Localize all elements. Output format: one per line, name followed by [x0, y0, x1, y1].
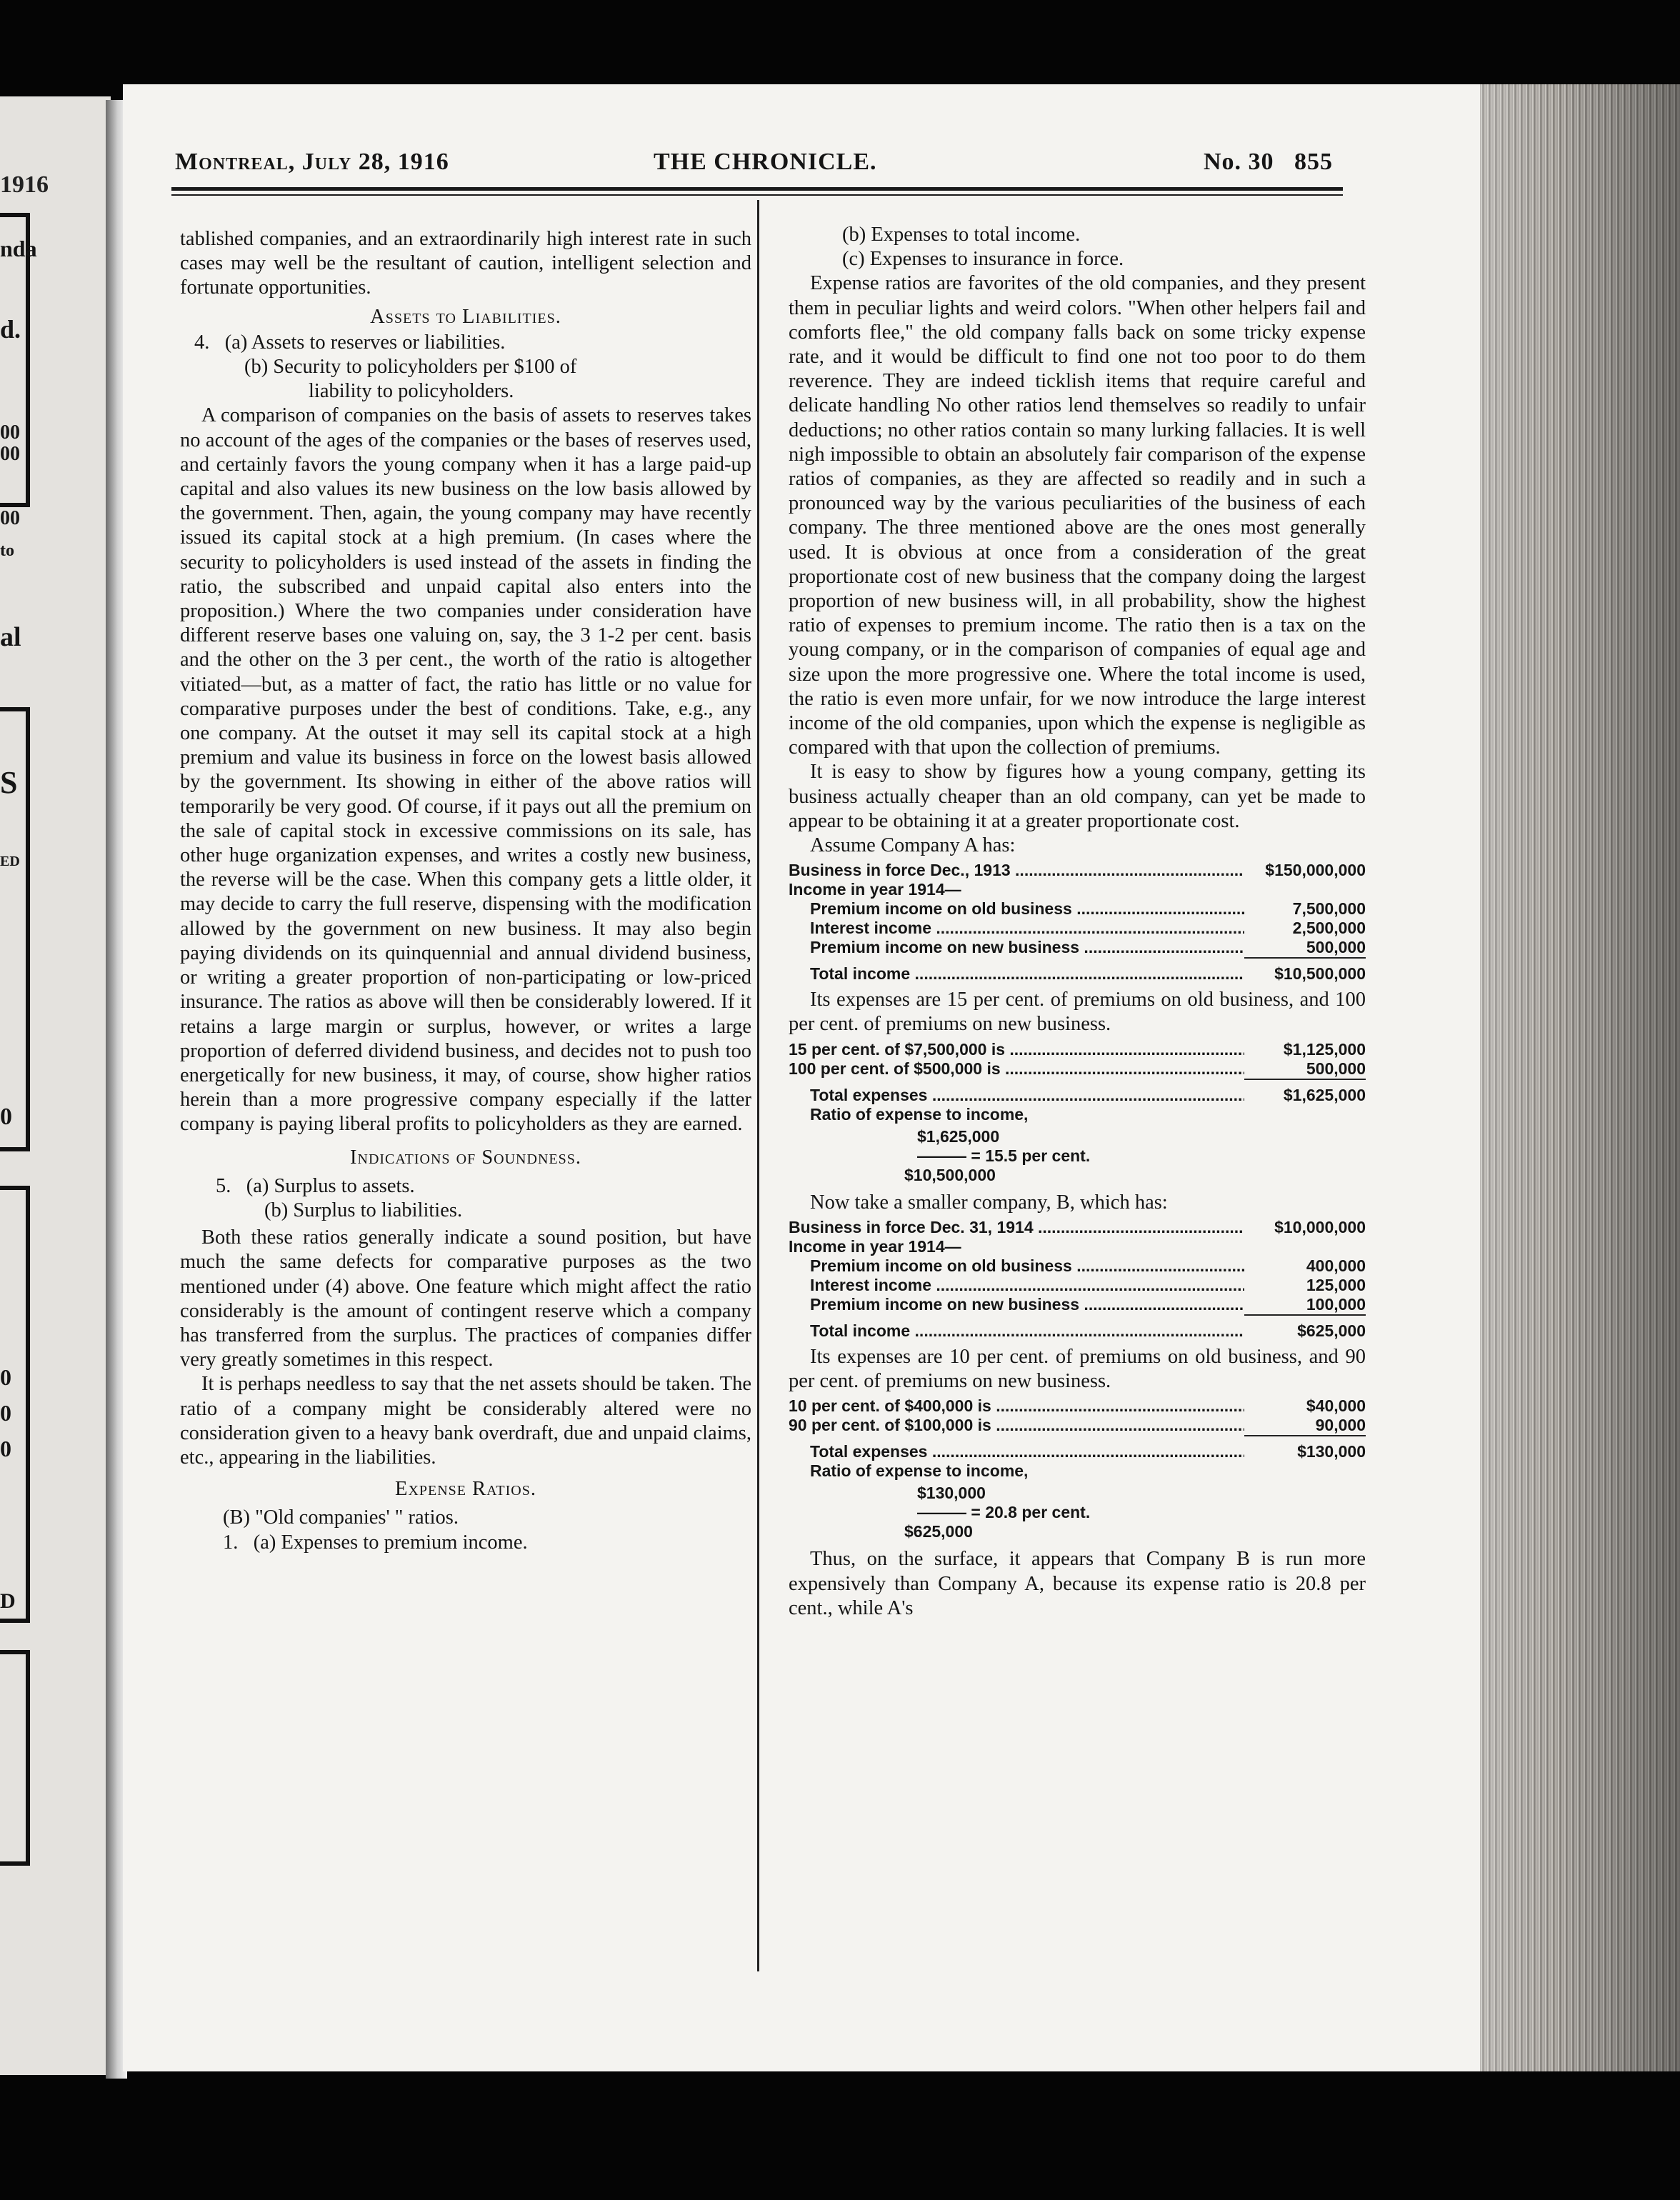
list-item: (b) Security to policyholders per $100 of	[244, 356, 577, 379]
list-item: (b) Expenses to total income.	[842, 224, 1081, 246]
row-value: 500,000	[1306, 1059, 1366, 1078]
row-label: Premium income on old business .....	[810, 1256, 1244, 1276]
previous-page-fragment: 00	[0, 507, 20, 529]
column-divider	[757, 200, 759, 1971]
row-label: Total expenses .....	[810, 1086, 1244, 1105]
fraction-result: ——— = 20.8 per cent.	[917, 1503, 1091, 1522]
header-rule	[171, 187, 1343, 191]
table-row	[789, 1396, 1366, 1416]
paragraph: Expense ratios are favorites of the old companies, and they present them in peculiar lights and weird colors. "When other helpers fail and comforts flee," the old company falls back on some tricky expense rate, and it would be difficult to find one not too poor to do them reverence. They are indeed ticklish items that require careful and delicate handling No other ratios lend themselves so readily to unfair deductions; no other ratios contain so many lurking fallacies. It is well nigh impossible to obtain an absolutely fair comparison of the expense ratios of companies, as they are affected so readily and in such a pronounced way by the various peculiarities of the business of each company. The three mentioned above are the ones most generally used. It is obvious at once from a consideration of the great proportionate cost of new business that the company doing the largest proportion of new business will, in all probability, show the highest ratio of expenses to premium income. The ratio then is a tax on the young company, or in the comparison of companies of equal age and size upon the more progressive one. Where the total income is used, the ratio is even more unfair, for we now introduce the large interest income of the old companies, upon which the expense is negligible as compared with that upon the collection of premiums.	[789, 272, 1366, 759]
list-item: (b) Surplus to liabilities.	[264, 1199, 463, 1221]
sum-rule	[1244, 1079, 1366, 1083]
row-label: Business in force Dec. 31, 1914 .....	[789, 1218, 1244, 1237]
row-label: Interest income .....	[810, 1276, 1244, 1295]
section-heading: Expense Ratios.	[395, 1478, 536, 1501]
list-item: (B) "Old companies' " ratios.	[223, 1506, 459, 1529]
previous-page-year: 1916	[0, 171, 49, 198]
row-label: Income in year 1914—	[789, 880, 961, 899]
header-date: Montreal, July 28, 1916	[175, 149, 449, 175]
table-row	[789, 1256, 1366, 1276]
previous-page-fragment: D	[0, 1589, 16, 1613]
row-label: Income in year 1914—	[789, 1236, 961, 1256]
row-value: $10,000,000	[1274, 1217, 1366, 1236]
fraction-denominator: $10,500,000	[904, 1165, 996, 1184]
row-value: $40,000	[1306, 1396, 1366, 1416]
paragraph: tablished companies, and an extraordinarily high interest rate in such cases may well be the resultant of caution, intelligent selection and fortunate opportunities.	[180, 228, 751, 299]
row-label: Total income .....	[810, 964, 1244, 984]
paragraph: Thus, on the surface, it appears that Company B is run more expensively than Company A, because its expense ratio is 20.8 per cent., while A's	[789, 1548, 1366, 1619]
header-page-number: No. 30 855	[1204, 149, 1334, 175]
table-row	[789, 880, 1366, 899]
list-item: (c) Expenses to insurance in force.	[842, 248, 1124, 271]
table-row	[789, 1218, 1366, 1237]
row-label: 100 per cent. of $500,000 is .....	[789, 1059, 1244, 1079]
sum-rule	[1244, 1435, 1366, 1439]
list-item-continuation: liability to policyholders.	[309, 380, 514, 403]
row-label: Premium income on new business .....	[810, 1295, 1244, 1314]
sum-rule	[1244, 957, 1366, 961]
previous-page-fragment: al	[0, 622, 21, 652]
table-row	[789, 1237, 1366, 1256]
paragraph: A comparison of companies on the basis of assets to reserves takes no account of the ages of the companies or the bases of reserves used, and certainly favors the young company when it has a large paid-up capital and also values its new business on the low basis allowed by the government. Then, again, the young company may have recently issued its capital stock at a high premium. (In cases where the security to policyholders is used instead of the assets in finding the ratio, the subscribed and unpaid capital also enters into the proposition.) Where the two companies under consideration have different reserve bases one valuing on, say, the 3 1-2 per cent. basis and the other on the 3 per cent., the worth of the ratio is altogether vitiated—but, as a matter of fact, the ratio has little or no value for comparative purposes under the best of conditions. Take, e.g., any one company. At the outset it may sell its capital stock at a high premium and value its business in force on the lowest basis allowed by the government. Its showing in either of the above ratios will temporarily be very good. Of course, if it pays out all the premium on the sale of capital stock in excessive commissions on its sale, has other huge organization expenses, and writes a costly new business, the reverse will be the case. When this company gets a little older, it may decide to carry the full reserve, dispensing with the modification allowed by the government on new business. It may also begin paying dividends on its quinquennial and annual dividend business, or writing a greater proportion of non-participating or low-priced insurance. The ratios as above will then be considerably lowered. If it retains a large margin or surplus, however, or writes a large proportion of deferred dividend business, and decides not to push too energetically for new business, it may, of course, show higher ratios herein than a more progressive company especially if the latter company is paying liberal profits to policyholders as they are earned.	[180, 404, 751, 1136]
table-row	[789, 938, 1366, 957]
row-label: Premium income on new business .....	[810, 938, 1244, 957]
previous-page-fragment: 00	[0, 443, 20, 465]
fraction-result: ——— = 15.5 per cent.	[917, 1146, 1091, 1165]
table-row	[789, 1295, 1366, 1314]
row-value: 125,000	[1306, 1275, 1366, 1294]
row-value: $150,000,000	[1265, 861, 1366, 880]
row-value: 100,000	[1306, 1294, 1366, 1314]
left-column	[180, 227, 751, 1555]
sum-rule	[1244, 1314, 1366, 1319]
row-value: $130,000	[1297, 1442, 1366, 1461]
row-value: 400,000	[1306, 1256, 1366, 1275]
book-edge-shade	[1480, 84, 1680, 2071]
previous-page-fragment: 0	[0, 1104, 12, 1130]
table-row	[789, 899, 1366, 919]
table-row	[789, 919, 1366, 938]
row-label: Ratio of expense to income,	[810, 1104, 1029, 1124]
table-row	[789, 1040, 1366, 1059]
previous-page-fragment: 0	[0, 1364, 11, 1390]
row-label: Total income .....	[810, 1321, 1244, 1341]
table-row	[789, 964, 1366, 984]
row-value: 7,500,000	[1292, 899, 1366, 919]
row-label: Total expenses .....	[810, 1442, 1244, 1461]
figures-table-company-a	[789, 861, 1366, 984]
list-item: 1. (a) Expenses to premium income.	[223, 1531, 528, 1554]
table-row	[789, 1105, 1366, 1124]
paragraph: Its expenses are 15 per cent. of premiums on old business, and 100 per cent. of premiums on new business.	[789, 989, 1366, 1036]
previous-page-fragment: 0	[0, 1436, 11, 1461]
paragraph: Assume Company A has:	[810, 834, 1016, 857]
paragraph: It is easy to show by figures how a young company, getting its business actually cheaper than an old company, can yet be made to appear to be obtaining it at a greater proportionate cost.	[789, 761, 1366, 832]
figures-table-company-a-expenses	[789, 1040, 1366, 1185]
row-value: $1,125,000	[1283, 1039, 1366, 1059]
previous-page-fragment: 0	[0, 1400, 11, 1426]
row-value: 500,000	[1306, 938, 1366, 957]
row-value: $10,500,000	[1274, 964, 1366, 984]
row-label: 90 per cent. of $100,000 is .....	[789, 1416, 1244, 1435]
fraction-numerator: $1,625,000	[917, 1126, 1000, 1146]
table-row	[789, 1059, 1366, 1079]
list-item: 4. (a) Assets to reserves or liabilities.	[194, 331, 506, 354]
paragraph: It is perhaps needless to say that the net assets should be taken. The ratio of a company might be considerably altered were no consideration given to a heavy bank overdraft, due and unpaid claims, etc., appearing in the liabilities.	[180, 1373, 751, 1469]
running-header	[175, 149, 1346, 184]
fraction-numerator: $130,000	[917, 1484, 986, 1503]
fraction-denominator: $625,000	[904, 1522, 973, 1541]
previous-page-fragment: to	[0, 541, 14, 560]
figures-table-company-b	[789, 1218, 1366, 1341]
table-row	[789, 861, 1366, 880]
row-label: Interest income .....	[810, 919, 1244, 938]
previous-page-fragment: nda	[0, 236, 37, 261]
table-row	[789, 1086, 1366, 1105]
previous-page-fragment: 00	[0, 421, 20, 444]
table-row	[789, 1461, 1366, 1481]
ratio-fraction	[789, 1484, 1366, 1541]
row-label: 10 per cent. of $400,000 is .....	[789, 1396, 1244, 1416]
section-heading: Indications of Soundness.	[350, 1146, 581, 1169]
paragraph: Now take a smaller company, B, which has:	[810, 1191, 1168, 1214]
paragraph: Both these ratios generally indicate a sound position, but have much the same defects for comparative purposes as the two mentioned under (4) above. One feature which might affect the ratio considerably is the amount of contingent reserve which a company has transferred from the surplus. The practices of companies differ very greatly sometimes in this respect.	[180, 1226, 751, 1371]
row-label: Ratio of expense to income,	[810, 1461, 1029, 1481]
header-title: THE CHRONICLE.	[654, 149, 877, 175]
row-label: 15 per cent. of $7,500,000 is .....	[789, 1040, 1244, 1059]
row-value: 2,500,000	[1292, 919, 1366, 938]
section-heading: Assets to Liabilities.	[370, 305, 561, 328]
header-rule-thin	[171, 194, 1343, 196]
row-label: Premium income on old business .....	[810, 899, 1244, 919]
list-item: 5. (a) Surplus to assets.	[216, 1174, 415, 1197]
previous-page-fragment: ED	[0, 854, 20, 869]
table-row	[789, 1321, 1366, 1341]
figures-table-company-b-expenses	[789, 1396, 1366, 1541]
previous-page-fragment: S	[0, 765, 18, 800]
row-value: $1,625,000	[1283, 1085, 1366, 1104]
row-value: 90,000	[1315, 1416, 1366, 1435]
table-row	[789, 1416, 1366, 1435]
table-row	[789, 1442, 1366, 1461]
previous-page-fragment: d.	[0, 315, 21, 344]
row-value: $625,000	[1297, 1321, 1366, 1340]
right-column	[789, 223, 1366, 1621]
row-label: Business in force Dec., 1913 .....	[789, 861, 1244, 880]
paragraph: Its expenses are 10 per cent. of premiums on old business, and 90 per cent. of premiums on new business.	[789, 1345, 1366, 1393]
ratio-fraction	[789, 1127, 1366, 1185]
previous-page-box	[0, 1650, 30, 1866]
table-row	[789, 1276, 1366, 1295]
